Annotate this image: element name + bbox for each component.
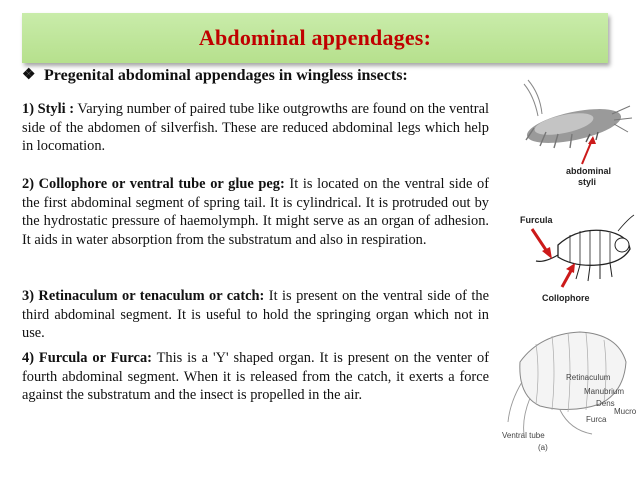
- bullet-heading-text: Pregenital abdominal appendages in wingless insects:: [44, 67, 408, 84]
- ventral-tube-label: Ventral tube: [502, 431, 545, 440]
- body-retinaculum: It is present on the ventral side of the third abdominal segment. It is useful to hold the springing organ which not in use.: [22, 288, 489, 342]
- silverfish-illustration: [494, 76, 634, 196]
- retinaculum-label: Retinaculum: [566, 373, 611, 382]
- furcula-label: Furcula: [520, 215, 553, 225]
- styli-label-line2: styli: [578, 177, 597, 187]
- paragraph-collophore: [22, 175, 489, 249]
- collophore-label: Collophore: [542, 293, 590, 303]
- paragraph-retinaculum: [22, 287, 489, 343]
- diagram-caption: (a): [538, 443, 548, 452]
- paragraph-furcula: [22, 349, 489, 405]
- heading-styli: 1) Styli :: [22, 101, 75, 117]
- body-styli: Varying number of paired tube like outgrowths are found on the ventral side of the abdomen of silverfish. These are reduced abdominal legs which help in locomation.: [22, 101, 489, 155]
- springtail-illustration: [518, 205, 636, 305]
- heading-retinaculum: 3) Retinaculum or tenaculum or catch:: [22, 288, 265, 304]
- heading-furcula: 4) Furcula or Furca:: [22, 350, 152, 366]
- mucro-label: Mucro: [614, 407, 636, 416]
- styli-label-line1: abdominal: [566, 166, 612, 176]
- diamond-bullet-icon: ❖: [22, 67, 36, 83]
- silverfish-figure: [494, 76, 634, 196]
- body-furcula: This is a 'Y' shaped organ. It is present on the venter of fourth abdominal segment. When it is released from the catch, it exerts a force against the substratum and the insect is propelled in the air.: [22, 350, 489, 404]
- springtail-figure: [518, 205, 636, 305]
- paragraph-styli: [22, 100, 489, 156]
- heading-collophore: 2) Collophore or ventral tube or glue peg:: [22, 176, 285, 192]
- furca-label: Furca: [586, 415, 607, 424]
- title-banner: [22, 13, 608, 63]
- body-collophore: It is located on the ventral side of the first abdominal segment of spring tail. It is cylindrical. It is protruded out by the hydrostatic pressure of haemolymph. It might serve as an organ of adhesion. It aids in water absorption from the substratum and also in respiration.: [22, 176, 490, 248]
- bullet-heading: [22, 67, 489, 84]
- slide-title: Abdominal appendages:: [198, 25, 432, 50]
- manubrium-label: Manubrium: [584, 387, 625, 396]
- dens-label: Dens: [596, 399, 615, 408]
- labelled-diagram-figure: [500, 322, 636, 472]
- labelled-diagram-illustration: [500, 322, 636, 472]
- content-area: [22, 67, 490, 404]
